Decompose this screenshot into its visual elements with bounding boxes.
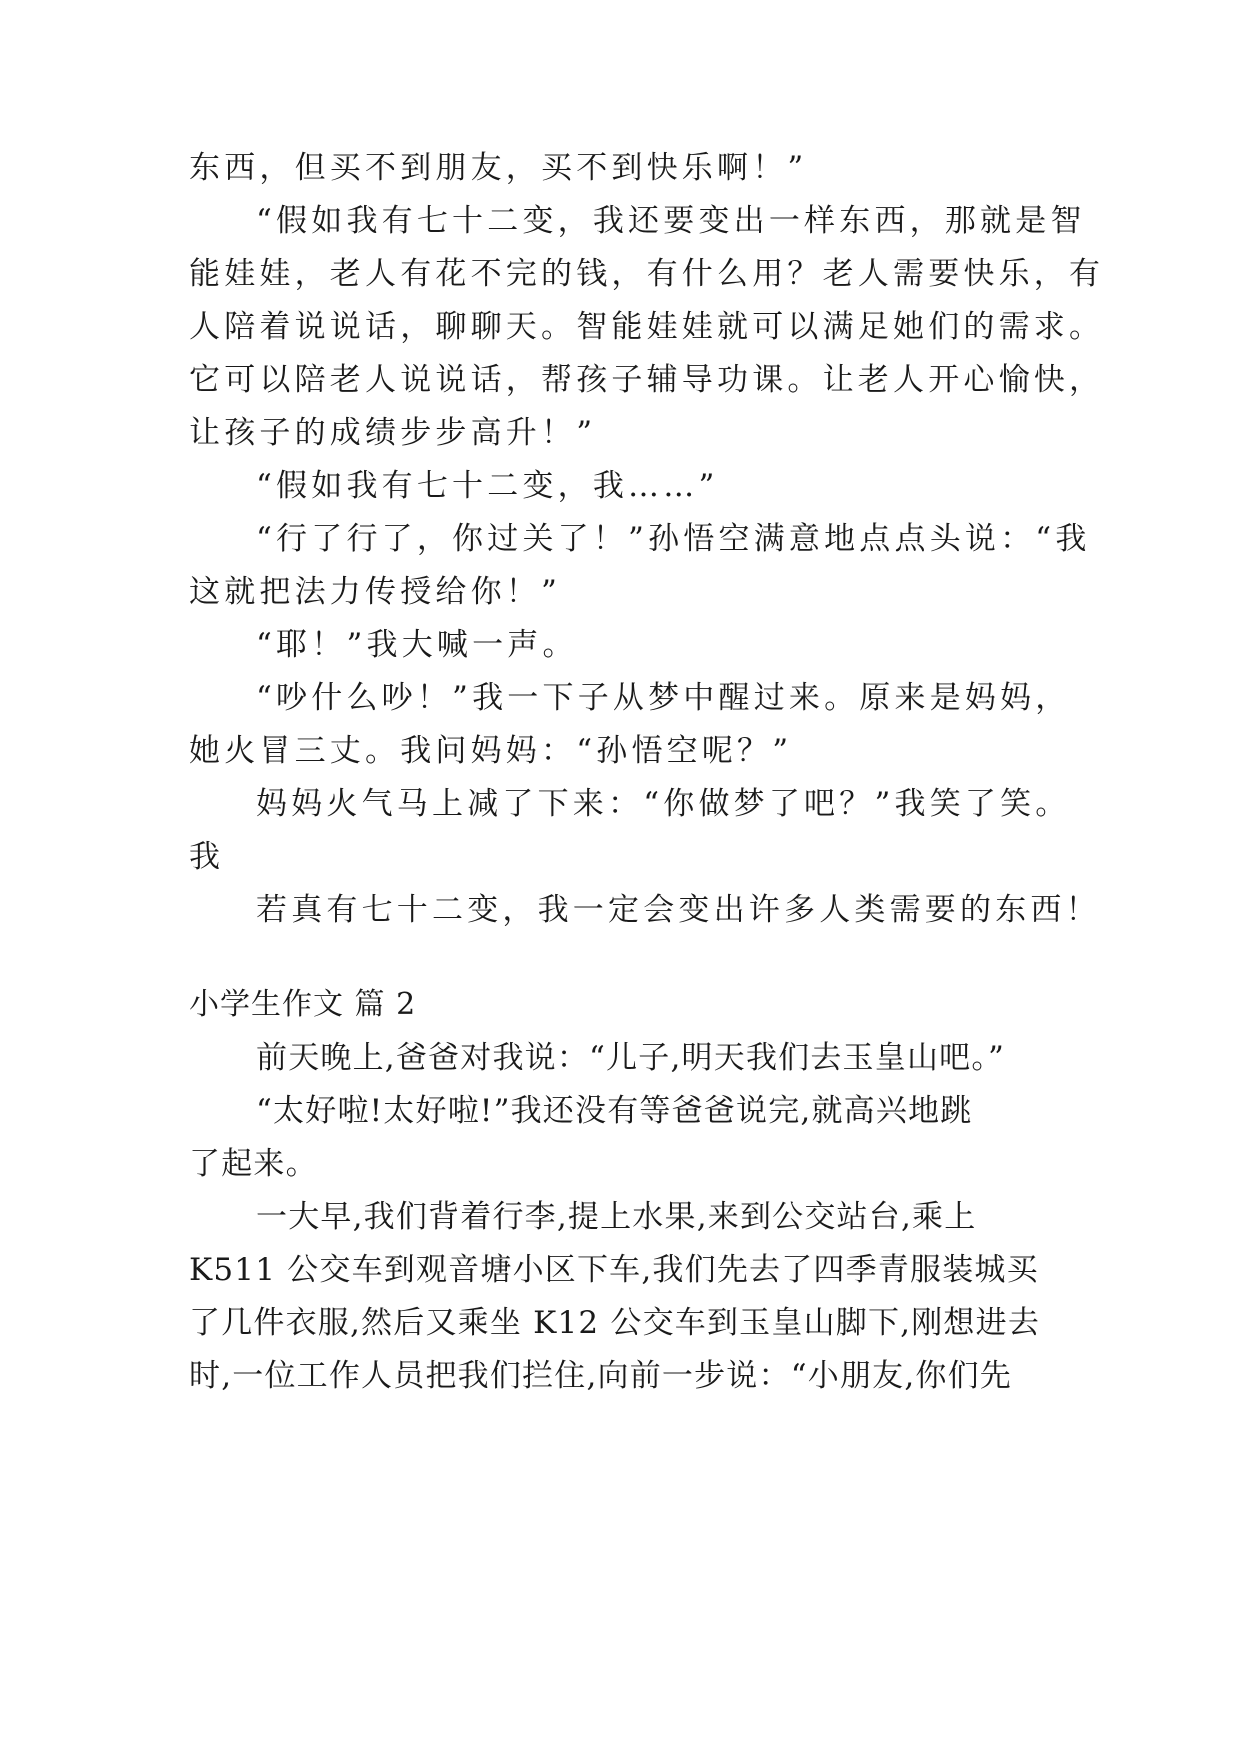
paragraph-line: 时,一位工作人员把我们拦住,向前一步说：“小朋友,你们先 bbox=[189, 1358, 1013, 1394]
paragraph-line: 一大早,我们背着行李,提上水果,来到公交站台,乘上 bbox=[256, 1199, 977, 1235]
paragraph-line: 它可以陪老人说说话，帮孩子辅导功课。让老人开心愉快， bbox=[189, 362, 1105, 398]
paragraph-line: 能娃娃，老人有花不完的钱，有什么用？老人需要快乐，有 bbox=[189, 256, 1105, 292]
paragraph-line: 我 bbox=[189, 839, 225, 875]
paragraph-line: 若真有七十二变，我一定会变出许多人类需要的东西！ bbox=[256, 892, 1101, 928]
paragraph-line: 了起来。 bbox=[189, 1146, 318, 1182]
paragraph-line: “假如我有七十二变，我……” bbox=[256, 468, 719, 504]
paragraph-line: 东西，但买不到朋友，买不到快乐啊！” bbox=[189, 150, 808, 186]
paragraph-line: “吵什么吵！”我一下子从梦中醒过来。原来是妈妈， bbox=[256, 680, 1071, 716]
paragraph-line: “耶！”我大喊一声。 bbox=[256, 627, 578, 663]
paragraph-line: “假如我有七十二变，我还要变出一样东西，那就是智 bbox=[256, 203, 1086, 239]
paragraph-line: K511 公交车到观音塘小区下车,我们先去了四季青服装城买 bbox=[189, 1252, 1039, 1288]
paragraph-line: 让孩子的成绩步步高升！” bbox=[189, 415, 597, 451]
paragraph-line: 前天晚上,爸爸对我说：“儿子,明天我们去玉皇山吧。” bbox=[256, 1040, 1006, 1076]
paragraph-line: 这就把法力传授给你！” bbox=[189, 574, 562, 610]
paragraph-line: 了几件衣服,然后又乘坐 K12 公交车到玉皇山脚下,刚想进去 bbox=[189, 1305, 1041, 1341]
paragraph-line: 人陪着说说话，聊聊天。智能娃娃就可以满足她们的需求。 bbox=[189, 309, 1105, 345]
paragraph-line: 她火冒三丈。我问妈妈：“孙悟空呢？” bbox=[189, 733, 793, 769]
paragraph-line: 妈妈火气马上减了下来：“你做梦了吧？”我笑了笑。 bbox=[256, 786, 1071, 822]
paragraph-line: “太好啦!太好啦!”我还没有等爸爸说完,就高兴地跳 bbox=[256, 1093, 973, 1129]
section-heading: 小学生作文 篇 2 bbox=[189, 987, 417, 1022]
paragraph-line: “行了行了，你过关了！”孙悟空满意地点点头说：“我 bbox=[256, 521, 1091, 557]
